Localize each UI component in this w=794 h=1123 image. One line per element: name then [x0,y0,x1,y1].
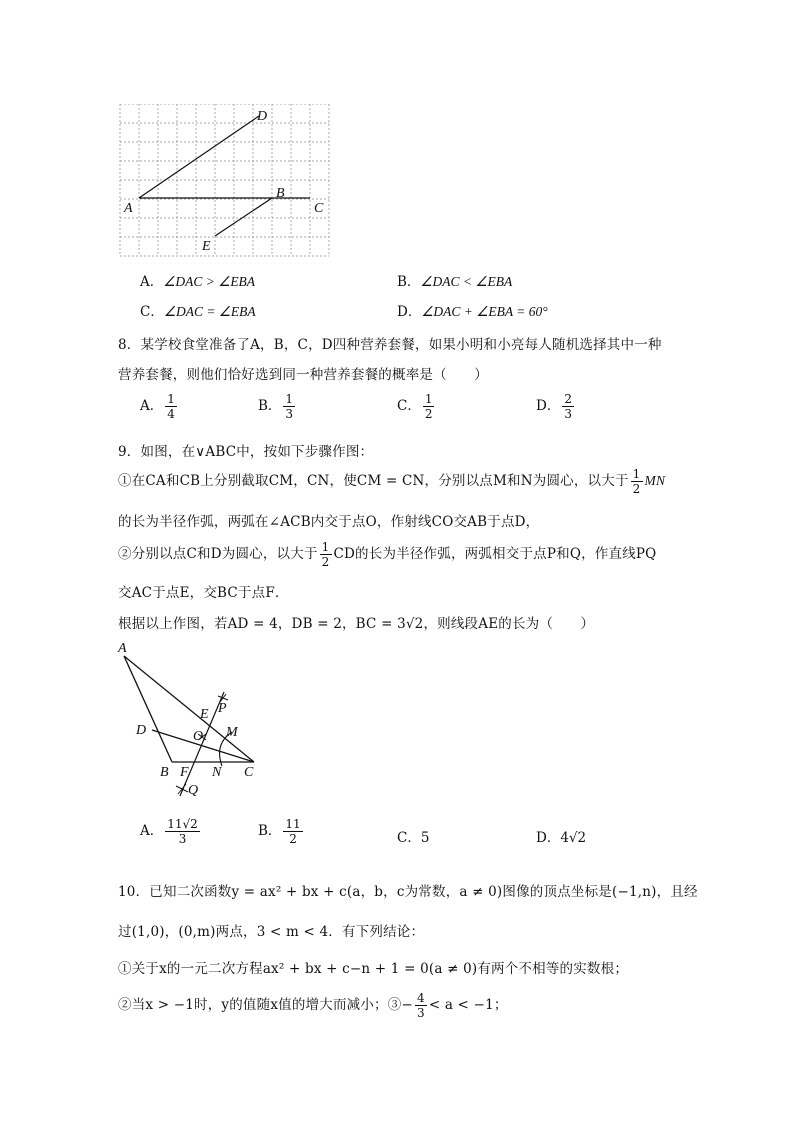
segment-be [215,198,272,236]
q7-option-a: A．∠DAC > ∠EBA [140,274,256,290]
q9-step1-line2: 的长为半径作弧，两弧在∠ACB内交于点O，作射线CO交AB于点D， [118,514,540,530]
q9-step2: ②分别以点C和D为圆心，以大于 $\frac{1}{2}$ CD的长为半径作弧，两弧相交于点P和Q，作直线PQ [118,540,657,569]
q10-line1: 10．已知二次函数y = ax² + bx + c(a，b，c为常数，a ≠ 0)图像的顶点坐标是(−1,n)，且经 [118,884,698,900]
q7-grid-figure [118,104,338,264]
q9-step2-line2: 交AC于点E，交BC于点F． [118,585,289,601]
label-a: A [118,641,127,656]
q9-line1: 9．如图，在∨ABC中，按如下步骤作图： [118,444,374,460]
q9-option-b: B． $\frac{11}{2}$ [258,817,301,846]
segment-ac [124,656,254,762]
q10-line2: 过(1,0)，(0,m)两点，3 < m < 4．有下列结论： [118,924,425,940]
q8-option-a: A． $\frac{1}{4}$ [140,392,175,421]
label-c: C [314,201,324,216]
label-b: B [276,186,285,201]
q9-triangle-figure [114,636,274,806]
label-c: C [244,765,254,780]
q9-option-c: C．5 [397,830,430,846]
segment-ad [139,116,259,198]
q7-option-d: D．∠DAC + ∠EBA = 60° [397,304,548,320]
q8-option-c: C． $\frac{1}{2}$ [397,392,433,421]
label-e: E [202,239,211,254]
label-d: D [136,723,147,738]
label-o: O [193,729,204,744]
q10-line3: ①关于x的一元二次方程ax² + bx + c−n + 1 = 0(a ≠ 0)有两个不相等的实数根； [118,961,629,977]
grid-lines [120,104,329,256]
label-q: Q [188,783,199,798]
label-m: M [226,725,238,740]
q9-step1: ①在CA和CB上分别截取CM，CN，使CM = CN，分别以点M和N为圆心，以大于 $\frac{1}{2}$ MN [118,467,666,496]
segment-ab [124,656,172,762]
label-n: N [212,765,222,780]
label-b: B [160,765,169,780]
q8-option-b: B． $\frac{1}{3}$ [258,392,294,421]
label-e: E [200,707,209,722]
q9-option-a: A． $\frac{11√2}{3}$ [140,817,198,846]
q8-line1: 8．某学校食堂准备了A，B，C，D四种营养套餐，如果小明和小亮每人随机选择其中一种 [118,337,662,353]
label-f: F [180,765,189,780]
label-p: P [218,701,227,716]
q7-option-b: B．∠DAC < ∠EBA [397,274,513,290]
q9-question: 根据以上作图，若AD = 4，DB = 2，BC = 3√2，则线段AE的长为（ ） [118,616,595,632]
q8-line2: 营养套餐，则他们恰好选到同一种营养套餐的概率是（ ） [118,367,488,383]
q8-option-d: D． $\frac{2}{3}$ [536,392,572,421]
q9-option-d: D．4√2 [536,830,587,846]
label-d: D [257,109,268,124]
label-a: A [124,201,133,216]
q7-option-c: C．∠DAC = ∠EBA [140,304,256,320]
q10-line4: ②当x > −1时，y的值随x值的增大而减小；③− $\frac{4}{3}$ < a < −1； [118,991,508,1020]
